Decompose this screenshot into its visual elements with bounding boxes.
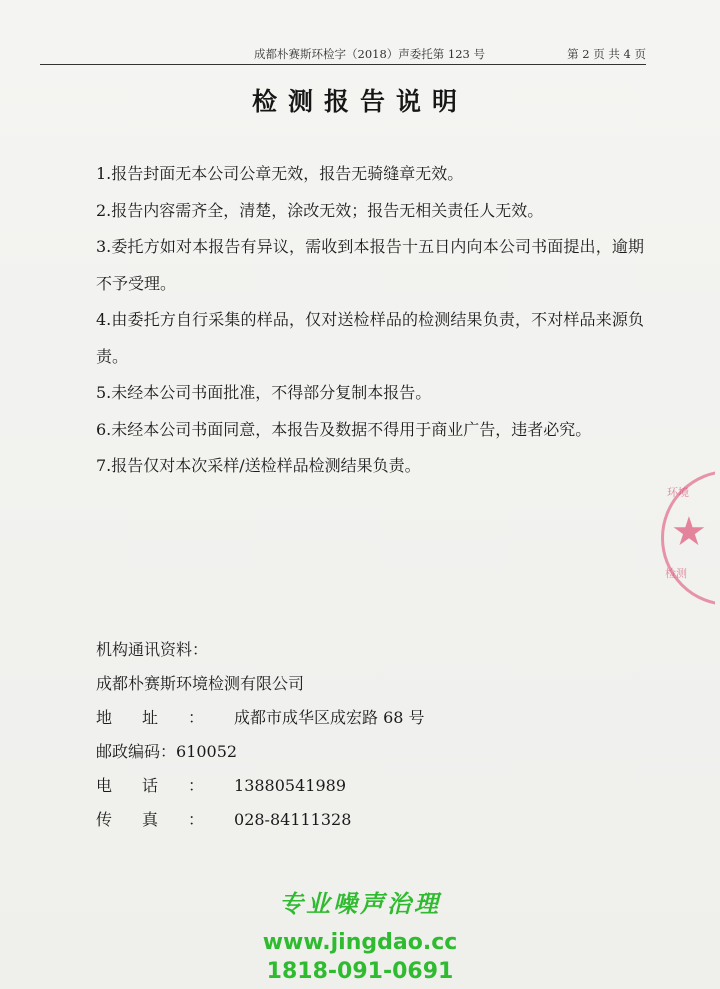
company-seal bbox=[655, 470, 715, 610]
fax-value: 028-84111328 bbox=[234, 810, 352, 829]
note-item: 2.报告内容需齐全，清楚，涂改无效；报告无相关责任人无效。 bbox=[96, 200, 544, 220]
promo-slogan: 专业噪声治理 bbox=[279, 890, 441, 918]
address-label: 地址： bbox=[96, 708, 235, 727]
note-item: 3.委托方如对本报告有异议，需收到本报告十五日内向本公司书面提出，逾期不予受理。 bbox=[96, 237, 644, 293]
contact-heading: 机构通讯资料： bbox=[96, 640, 209, 659]
report-notes bbox=[96, 156, 644, 485]
fax-label: 传真： bbox=[96, 810, 235, 829]
postcode-label: 邮政编码： bbox=[96, 742, 177, 761]
note-item: 7.报告仅对本次采样/送检样品检测结果负责。 bbox=[96, 456, 421, 475]
report-reference: 成都朴赛斯环检字（2018）声委托第 123 号 bbox=[254, 47, 486, 61]
note-item: 4.由委托方自行采集的样品，仅对送检样品的检测结果负责，不对样品来源负责。 bbox=[96, 310, 644, 366]
document-title: 检测报告说明 bbox=[251, 87, 468, 116]
promo-website-link[interactable]: www.jingdao.cc bbox=[262, 930, 458, 955]
phone-label: 电话： bbox=[96, 776, 235, 795]
address-value: 成都市成华区成宏路 68 号 bbox=[234, 708, 425, 727]
page-header bbox=[40, 46, 646, 65]
seal-text-top: 环境 bbox=[667, 486, 689, 499]
page-number: 第 2 页 共 4 页 bbox=[567, 47, 646, 61]
note-item: 6.未经本公司书面同意，本报告及数据不得用于商业广告，违者必究。 bbox=[96, 419, 592, 439]
fax-row bbox=[96, 803, 556, 837]
seal-star-icon: ★ bbox=[671, 509, 707, 555]
phone-value: 13880541989 bbox=[234, 776, 346, 795]
seal-text-bottom: 检测 bbox=[665, 567, 687, 580]
contact-info bbox=[96, 633, 556, 837]
postcode-value: 610052 bbox=[176, 742, 238, 761]
promo-phone: 1818-091-0691 bbox=[266, 959, 454, 984]
phone-row bbox=[96, 769, 556, 803]
company-name: 成都朴赛斯环境检测有限公司 bbox=[96, 674, 305, 693]
note-item: 1.报告封面无本公司公章无效，报告无骑缝章无效。 bbox=[96, 164, 464, 183]
address-row bbox=[96, 701, 556, 735]
note-item: 5.未经本公司书面批准，不得部分复制本报告。 bbox=[96, 383, 432, 402]
postcode-row bbox=[96, 735, 556, 769]
